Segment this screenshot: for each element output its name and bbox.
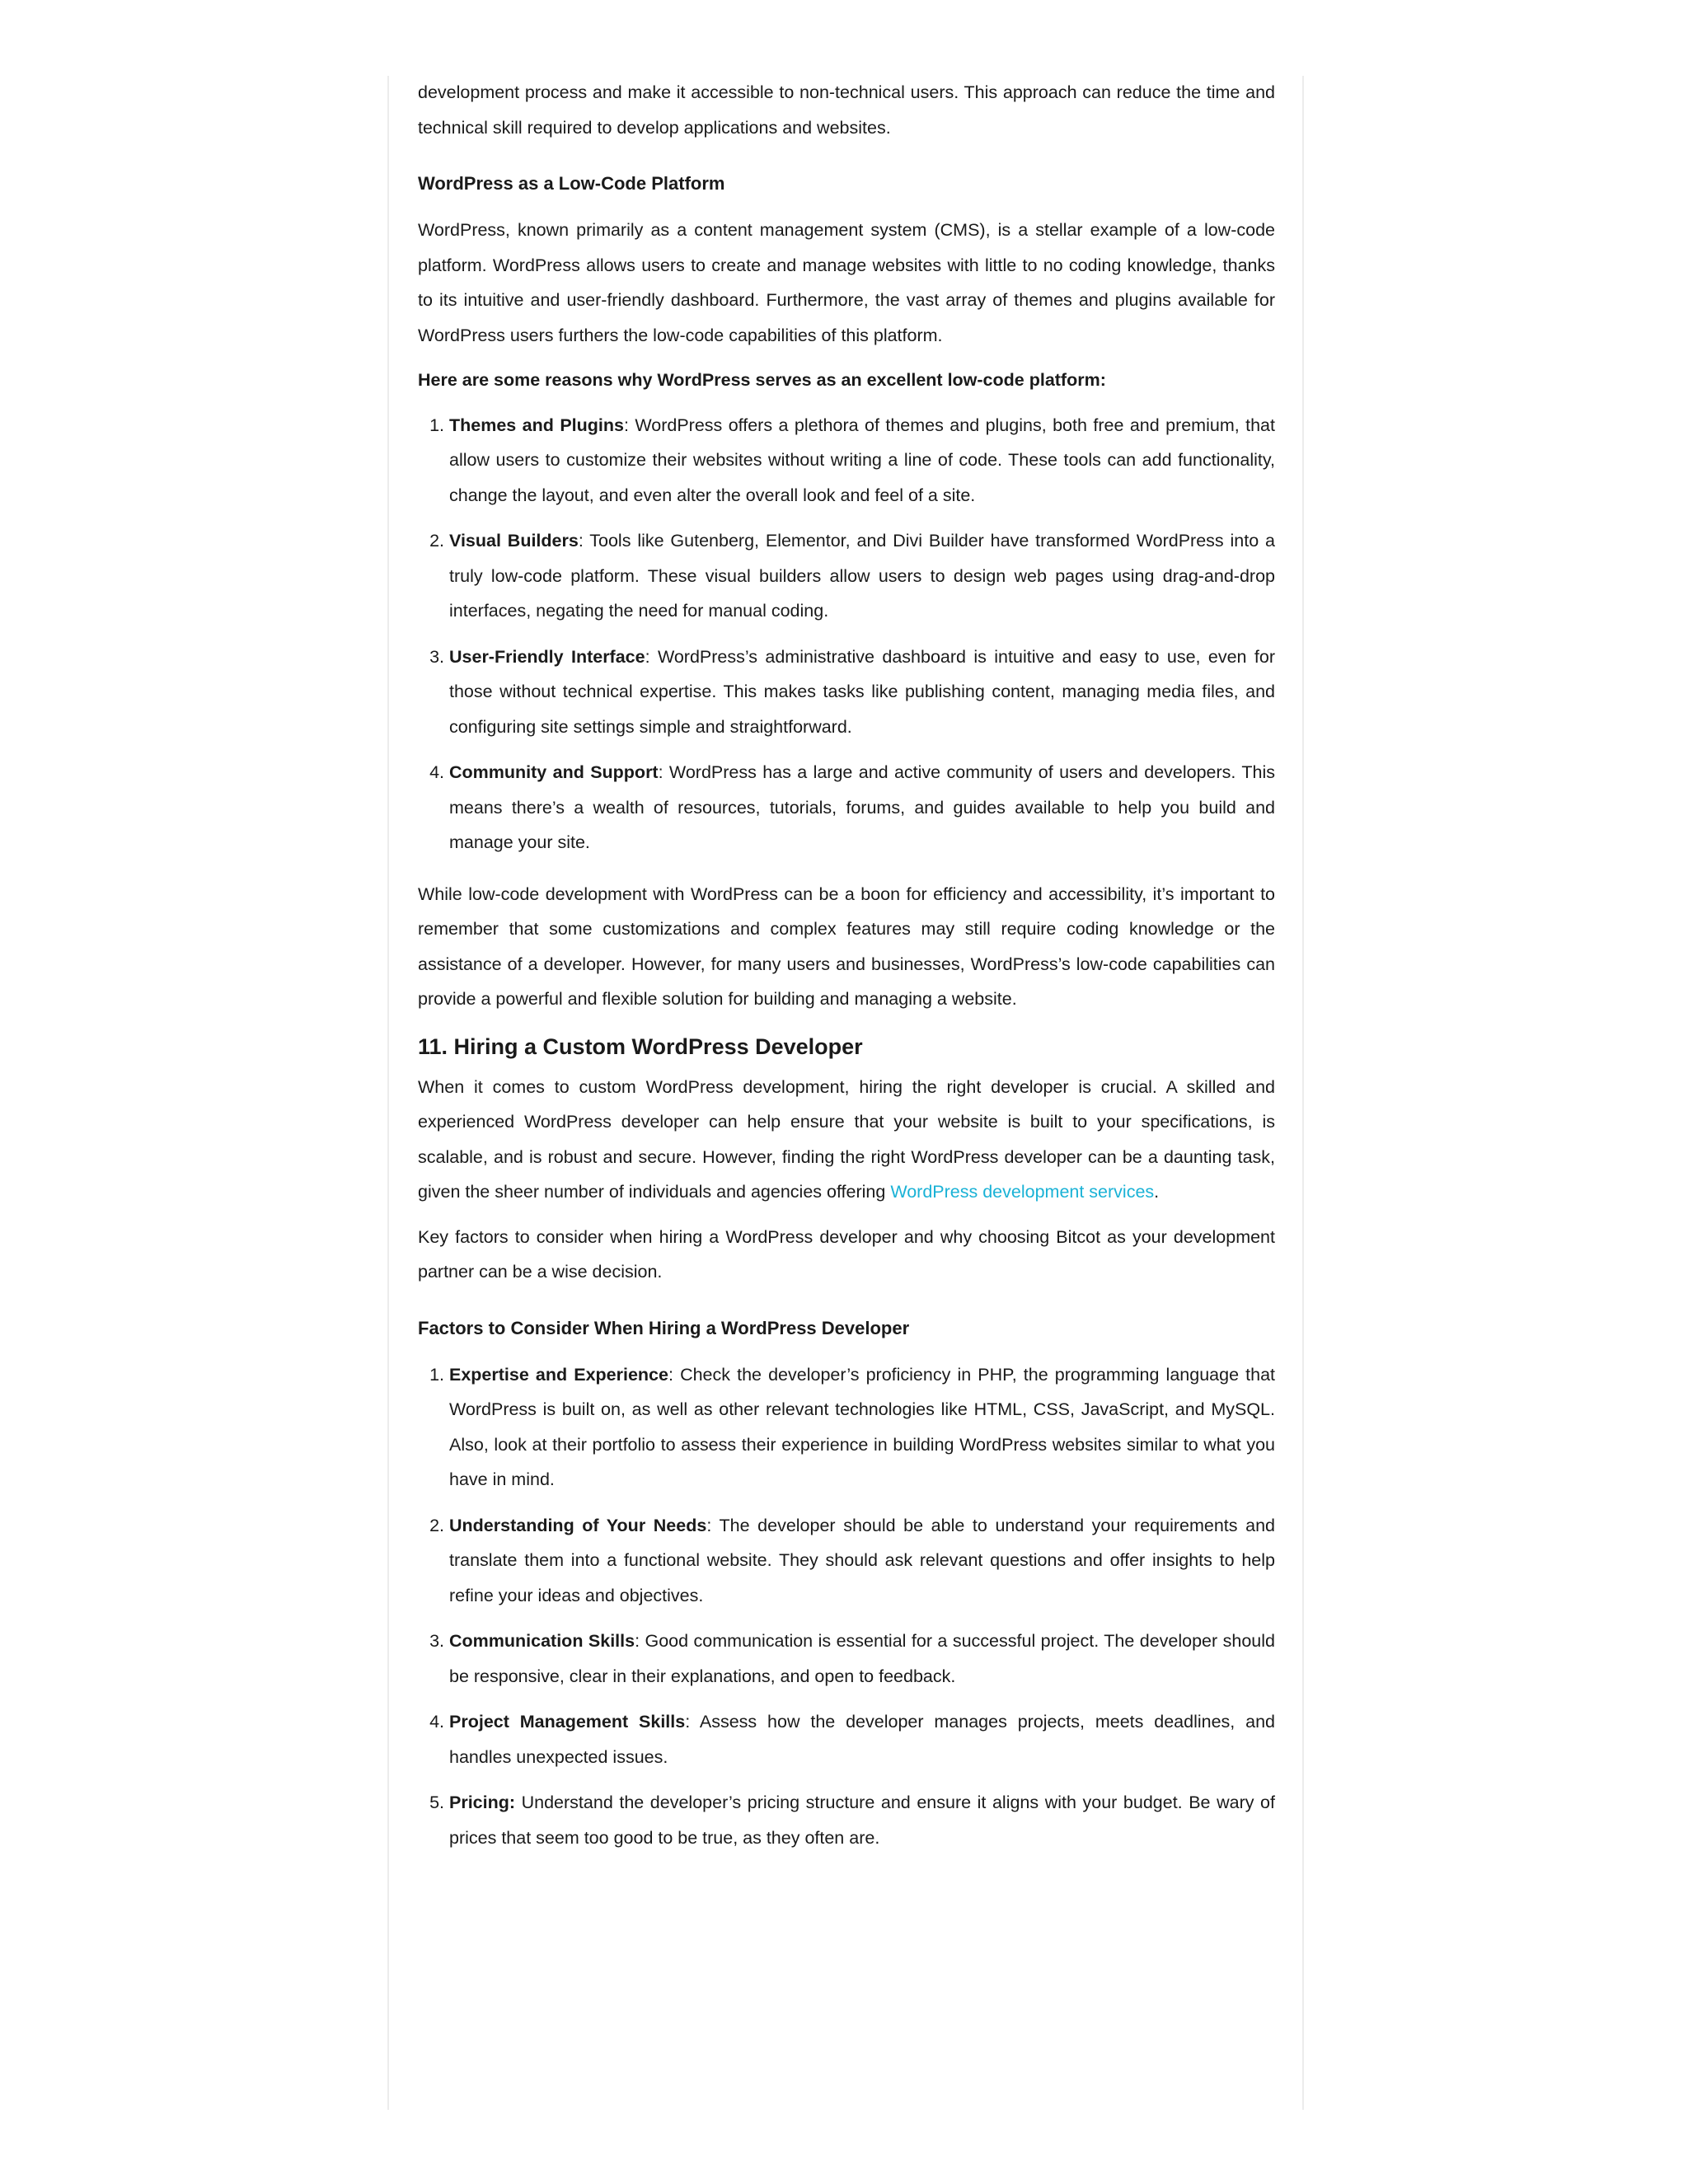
- factor-item: [449, 1508, 1275, 1614]
- factors-list: [418, 1357, 1275, 1856]
- factor-title: Communication Skills: [449, 1631, 635, 1651]
- factor-text: : Check the developer’s proficiency in PHP, the programming language that WordPress is built on, as well as other relevant technologies like HTML, CSS, JavaScript, and MySQL. Also, look at their portfolio to assess their experience in building WordPress websites similar to what you have in mind.: [449, 1364, 1275, 1489]
- lowcode-heading: WordPress as a Low-Code Platform: [418, 173, 725, 194]
- reason-title: User-Friendly Interface: [449, 646, 645, 667]
- reason-title: Visual Builders: [449, 531, 579, 551]
- reason-text: : WordPress has a large and active community of users and developers. This means there’s a wealth of resources, tutorials, forums, and guides available to help you build and manage your site.: [449, 762, 1275, 852]
- factor-title: Understanding of Your Needs: [449, 1515, 707, 1535]
- factor-item: [449, 1357, 1275, 1497]
- factors-heading: Factors to Consider When Hiring a WordPress Developer: [418, 1317, 910, 1338]
- hiring-text: When it comes to custom WordPress development, hiring the right developer is crucial. A skilled and experienced WordPress developer can help ensure that your website is built to your specifications, is scalable, and is robust and secure. However, finding the right WordPress developer can be a daunting task, given the sheer number of individuals and agencies offering: [418, 1076, 1275, 1202]
- article-content: [418, 75, 1275, 1866]
- reason-item: [449, 408, 1275, 513]
- reasons-intro: Here are some reasons why WordPress serves as an excellent low-code platform:: [418, 370, 1106, 390]
- reason-item: [449, 755, 1275, 860]
- factor-title: Expertise and Experience: [449, 1364, 668, 1385]
- factor-item: [449, 1704, 1275, 1774]
- reason-text: : WordPress’s administrative dashboard is intuitive and easy to use, even for those without technical expertise. This makes tasks like publishing content, managing media files, and configuring site settings simple and straightforward.: [449, 646, 1275, 737]
- reason-item: [449, 523, 1275, 629]
- factor-title: Project Management Skills: [449, 1712, 686, 1732]
- key-factors-paragraph: Key factors to consider when hiring a WordPress developer and why choosing Bitcot as your development partner can be a wise decision.: [418, 1226, 1275, 1282]
- reason-text: : WordPress offers a plethora of themes and plugins, both free and premium, that allow users to customize their websites without writing a line of code. These tools can add functionality, change the layout, and even alter the overall look and feel of a site.: [449, 415, 1275, 505]
- lowcode-paragraph: WordPress, known primarily as a content management system (CMS), is a stellar example of a low-code platform. WordPress allows users to create and manage websites with little to no coding knowledge, thanks to its intuitive and user-friendly dashboard. Furthermore, the vast array of themes and plugins available for WordPress users furthers the low-code capabilities of this platform.: [418, 220, 1275, 345]
- reason-title: Themes and Plugins: [449, 415, 624, 435]
- hiring-paragraph: [418, 1070, 1275, 1210]
- reason-title: Community and Support: [449, 762, 659, 782]
- factor-item: [449, 1785, 1275, 1855]
- wordpress-services-link[interactable]: WordPress development services: [890, 1182, 1155, 1202]
- reason-text: : Tools like Gutenberg, Elementor, and Divi Builder have transformed WordPress into a truly low-code platform. These visual builders allow users to design web pages using drag-and-drop interfaces, negating the need for manual coding.: [449, 531, 1275, 621]
- factor-text: Understand the developer’s pricing structure and ensure it aligns with your budget. Be wary of prices that seem too good to be true, as they often are.: [449, 1793, 1275, 1848]
- factor-text: : Good communication is essential for a successful project. The developer should be responsive, clear in their explanations, and open to feedback.: [449, 1631, 1275, 1686]
- factor-text: : The developer should be able to understand your requirements and translate them into a functional website. They should ask relevant questions and offer insights to help refine your ideas and objectives.: [449, 1515, 1276, 1605]
- lowcode-closing: While low-code development with WordPress can be a boon for efficiency and accessibility, it’s important to remember that some customizations and complex features may still require coding knowledge or the assistance of a developer. However, for many users and businesses, WordPress’s low-code capabilities can provide a powerful and flexible solution for building and managing a website.: [418, 883, 1275, 1009]
- hiring-heading: 11. Hiring a Custom WordPress Developer: [418, 1033, 863, 1059]
- factor-title: Pricing:: [449, 1793, 516, 1812]
- reason-item: [449, 640, 1275, 745]
- reasons-list: [418, 408, 1275, 860]
- hiring-text-end: .: [1154, 1182, 1160, 1202]
- factor-item: [449, 1624, 1275, 1694]
- intro-paragraph: development process and make it accessible to non-technical users. This approach can reduce the time and technical skill required to develop applications and websites.: [418, 82, 1275, 138]
- factor-text: : Assess how the developer manages projects, meets deadlines, and handles unexpected issues.: [449, 1712, 1275, 1767]
